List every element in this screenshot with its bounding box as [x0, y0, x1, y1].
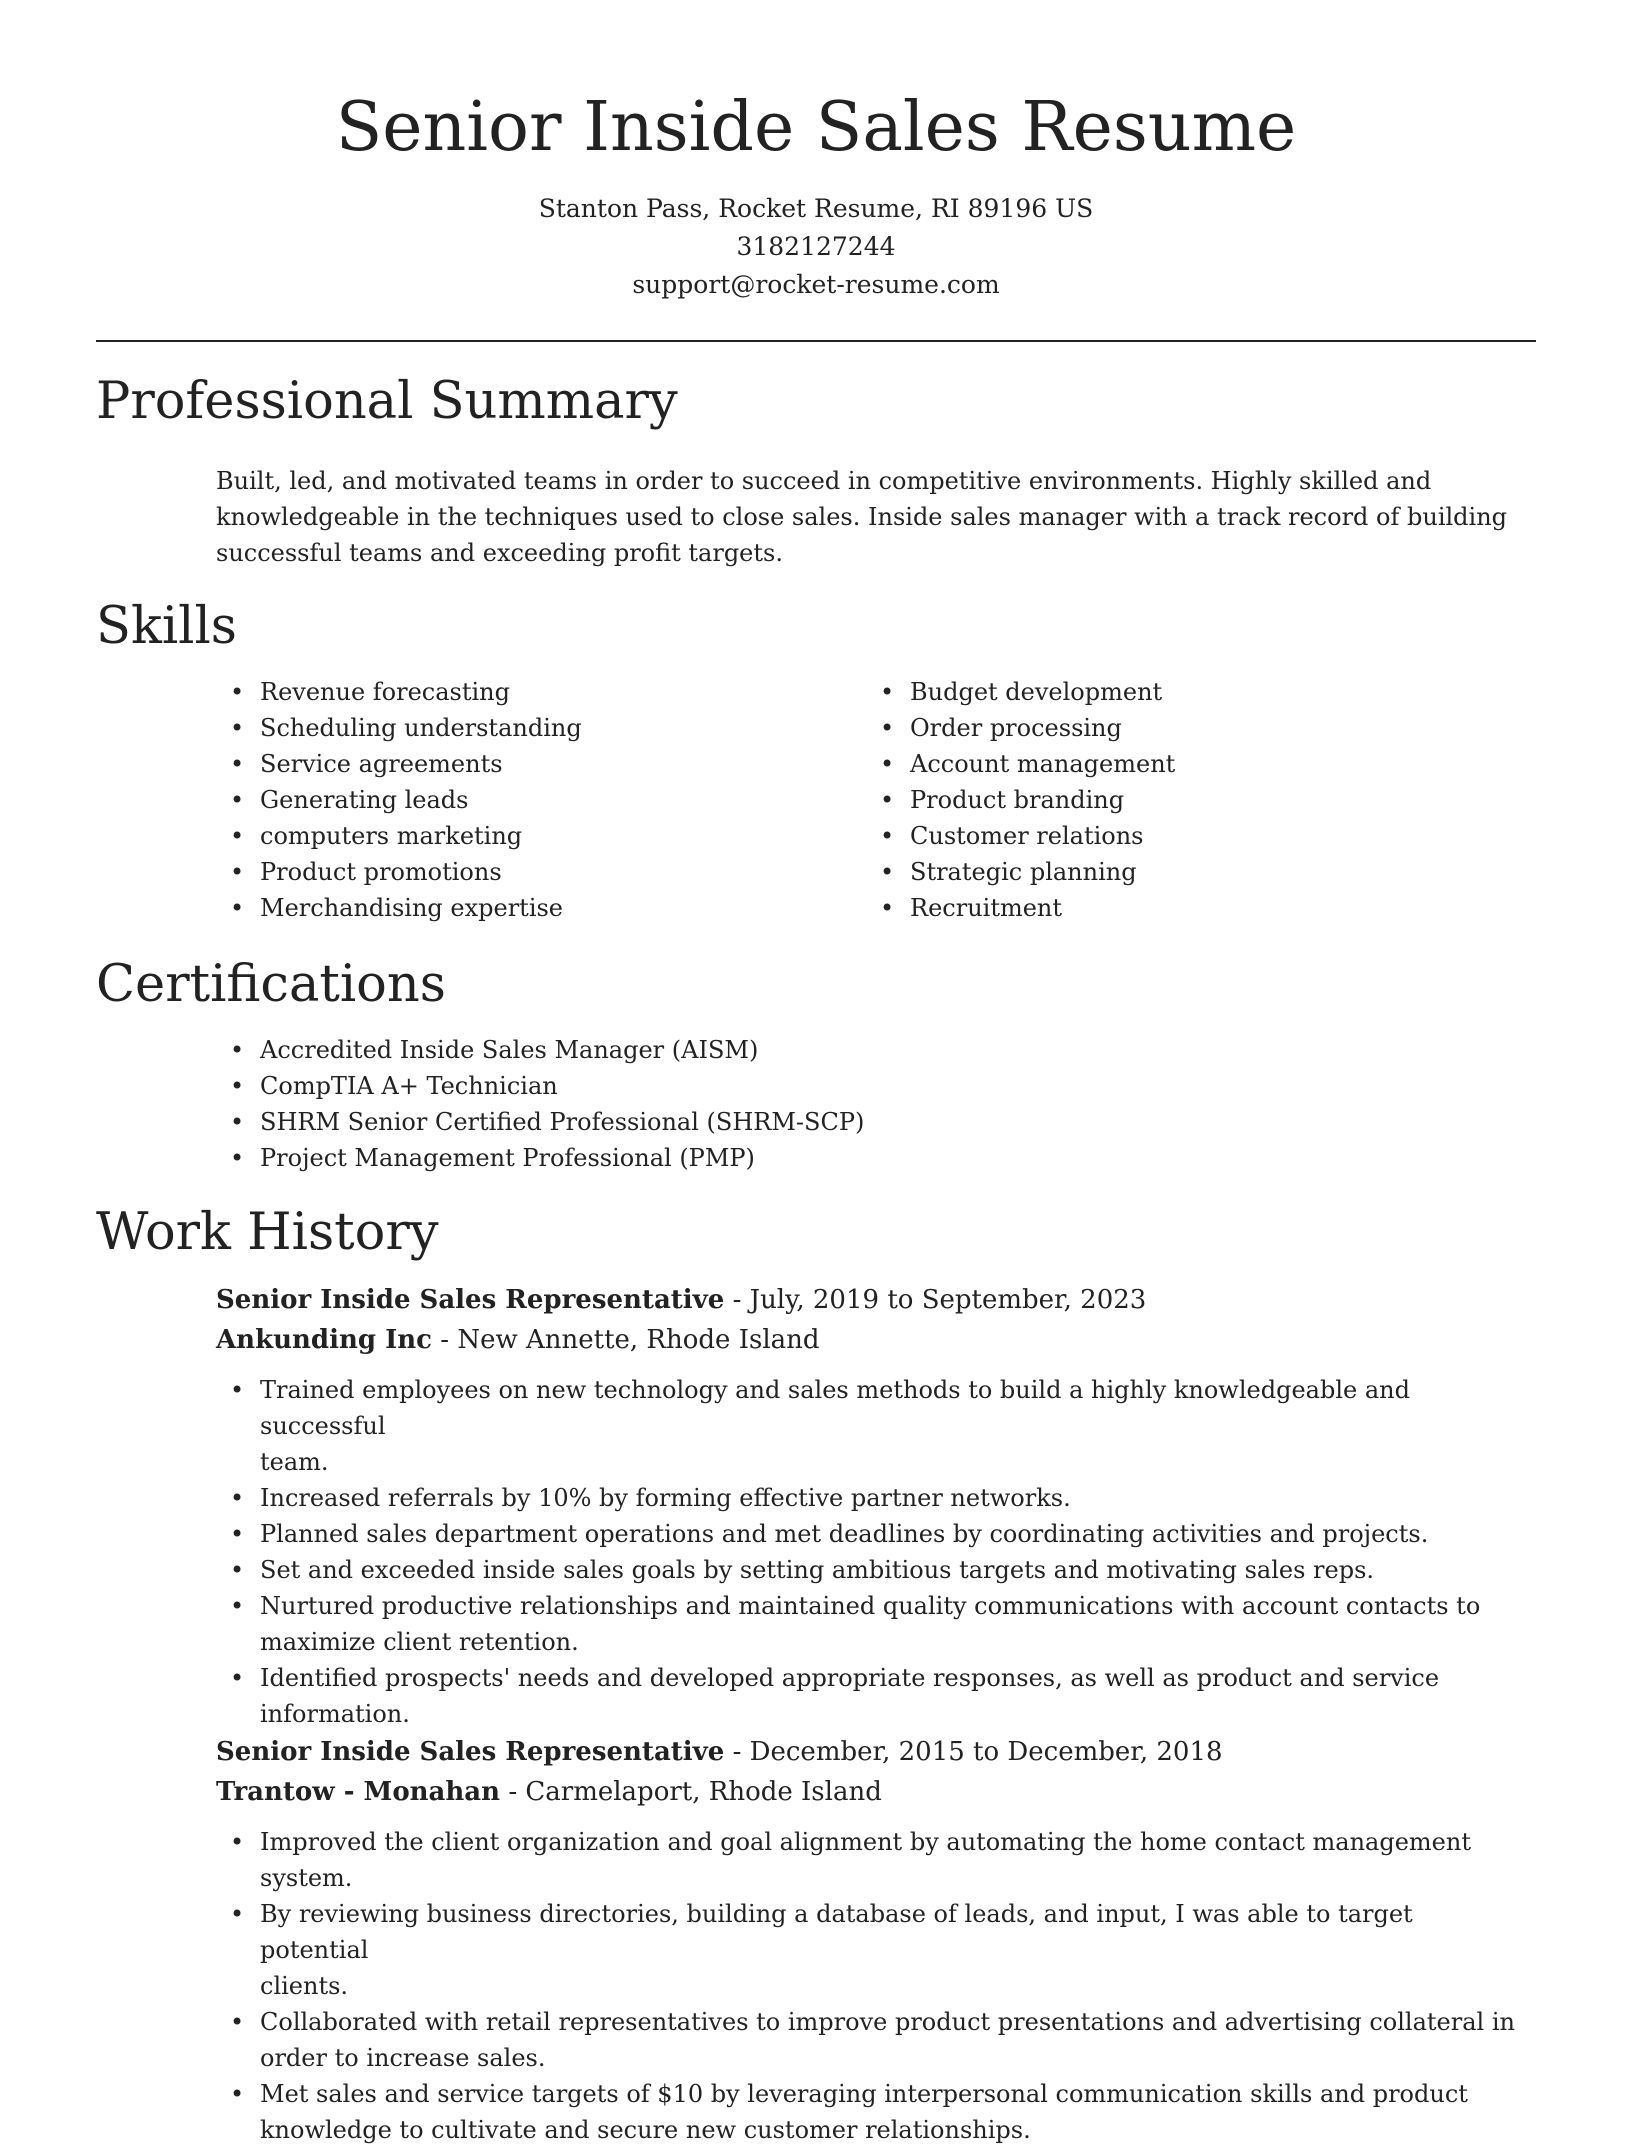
bullet-line: • Collaborated with retail representatives to improve product presentations and advertising collateral in — [260, 2008, 1515, 2036]
bullet-line: team. — [260, 1448, 329, 1476]
job-title: Senior Inside Sales Representative — [216, 1285, 725, 1315]
certifications-list — [216, 1032, 1516, 1176]
bullet-line: • Improved the client organization and goal alignment by automating the home contact management — [260, 1828, 1471, 1856]
certification-item: • Accredited Inside Sales Manager (AISM) — [216, 1032, 1516, 1068]
bullet-line: • Planned sales department operations and met deadlines by coordinating activities and projects. — [260, 1520, 1429, 1548]
skill-item: • Merchandising expertise — [216, 890, 856, 926]
job-location: - Carmelaport, Rhode Island — [500, 1777, 882, 1807]
skill-item: • Revenue forecasting — [216, 674, 856, 710]
job-bullet — [216, 1824, 1516, 1896]
bullet-line: • By reviewing business directories, building a database of leads, and input, I was able to target potential — [260, 1900, 1413, 1964]
job-bullet — [216, 2076, 1516, 2148]
bullet-line: • Increased referrals by 10% by forming effective partner networks. — [260, 1484, 1071, 1512]
skills-list-right — [866, 674, 1506, 926]
job-dates: - December, 2015 to December, 2018 — [724, 1737, 1223, 1767]
skill-item: • Budget development — [866, 674, 1506, 710]
skill-item: • Product branding — [866, 782, 1506, 818]
job-company-line — [216, 1772, 1516, 1812]
bullet-line: • Met sales and service targets of $10 by leveraging interpersonal communication skills and product — [260, 2080, 1468, 2108]
job-bullet — [216, 1660, 1516, 1732]
job-dates: - July, 2019 to September, 2023 — [724, 1285, 1147, 1315]
skill-item: • Strategic planning — [866, 854, 1506, 890]
job-title-line — [216, 1732, 1516, 1772]
resume-title: Senior Inside Sales Resume — [335, 88, 1297, 167]
skill-item: • Order processing — [866, 710, 1506, 746]
summary-heading: Professional Summary — [96, 372, 678, 431]
job-bullet — [216, 1588, 1516, 1660]
skill-item: • Generating leads — [216, 782, 856, 818]
job-entry — [216, 1732, 1516, 2148]
job-bullets — [216, 1824, 1516, 2148]
summary-text — [216, 463, 1516, 571]
job-bullet — [216, 2004, 1516, 2076]
certification-item: • SHRM Senior Certified Professional (SHRM-SCP) — [216, 1104, 1516, 1140]
skills-list-left — [216, 674, 856, 926]
skill-item: • Scheduling understanding — [216, 710, 856, 746]
bullet-line: • Trained employees on new technology and sales methods to build a highly knowledgeable and successful — [260, 1376, 1410, 1440]
job-title-line — [216, 1280, 1516, 1320]
certification-item: • Project Management Professional (PMP) — [216, 1140, 1516, 1176]
bullet-line: knowledge to cultivate and secure new customer relationships. — [260, 2116, 1031, 2144]
certification-item: • CompTIA A+ Technician — [216, 1068, 1516, 1104]
skill-item: • Customer relations — [866, 818, 1506, 854]
skill-item: • Product promotions — [216, 854, 856, 890]
skill-item: • Service agreements — [216, 746, 856, 782]
bullet-line: • Set and exceeded inside sales goals by setting ambitious targets and motivating sales reps. — [260, 1556, 1375, 1584]
job-bullet — [216, 1552, 1516, 1588]
summary-line: Built, led, and motivated teams in order to succeed in competitive environments. Highly skilled and — [216, 467, 1432, 495]
email: support@rocket-resume.com — [632, 270, 1000, 299]
job-bullet — [216, 1516, 1516, 1552]
job-company: Trantow - Monahan — [216, 1777, 501, 1807]
bullet-line: maximize client retention. — [260, 1628, 579, 1656]
bullet-line: • Identified prospects' needs and developed appropriate responses, as well as product and service — [260, 1664, 1440, 1692]
bullet-line: system. — [260, 1864, 353, 1892]
job-company-line — [216, 1320, 1516, 1360]
skills-heading: Skills — [96, 597, 237, 656]
resume-header — [0, 78, 1632, 304]
header-divider — [96, 340, 1536, 342]
job-bullet — [216, 1372, 1516, 1480]
skill-item: • Account management — [866, 746, 1506, 782]
summary-line: successful teams and exceeding profit targets. — [216, 539, 783, 567]
phone: 3182127244 — [736, 232, 896, 261]
bullet-line: information. — [260, 1700, 410, 1728]
job-entry — [216, 1280, 1516, 1732]
certifications-heading: Certifications — [96, 955, 446, 1014]
bullet-line: order to increase sales. — [260, 2044, 546, 2072]
contact-block — [0, 190, 1632, 304]
work-history-heading: Work History — [96, 1203, 439, 1262]
job-bullets — [216, 1372, 1516, 1732]
skill-item: • Recruitment — [866, 890, 1506, 926]
bullet-line: • Nurtured productive relationships and maintained quality communications with account contacts to — [260, 1592, 1481, 1620]
job-bullet — [216, 1896, 1516, 2004]
summary-line: knowledgeable in the techniques used to close sales. Inside sales manager with a track record of building — [216, 503, 1508, 531]
job-title: Senior Inside Sales Representative — [216, 1737, 725, 1767]
job-bullet — [216, 1480, 1516, 1516]
skill-item: • computers marketing — [216, 818, 856, 854]
address: Stanton Pass, Rocket Resume, RI 89196 US — [538, 194, 1094, 223]
job-location: - New Annette, Rhode Island — [432, 1325, 820, 1355]
job-company: Ankunding Inc — [216, 1325, 432, 1355]
bullet-line: clients. — [260, 1972, 349, 2000]
